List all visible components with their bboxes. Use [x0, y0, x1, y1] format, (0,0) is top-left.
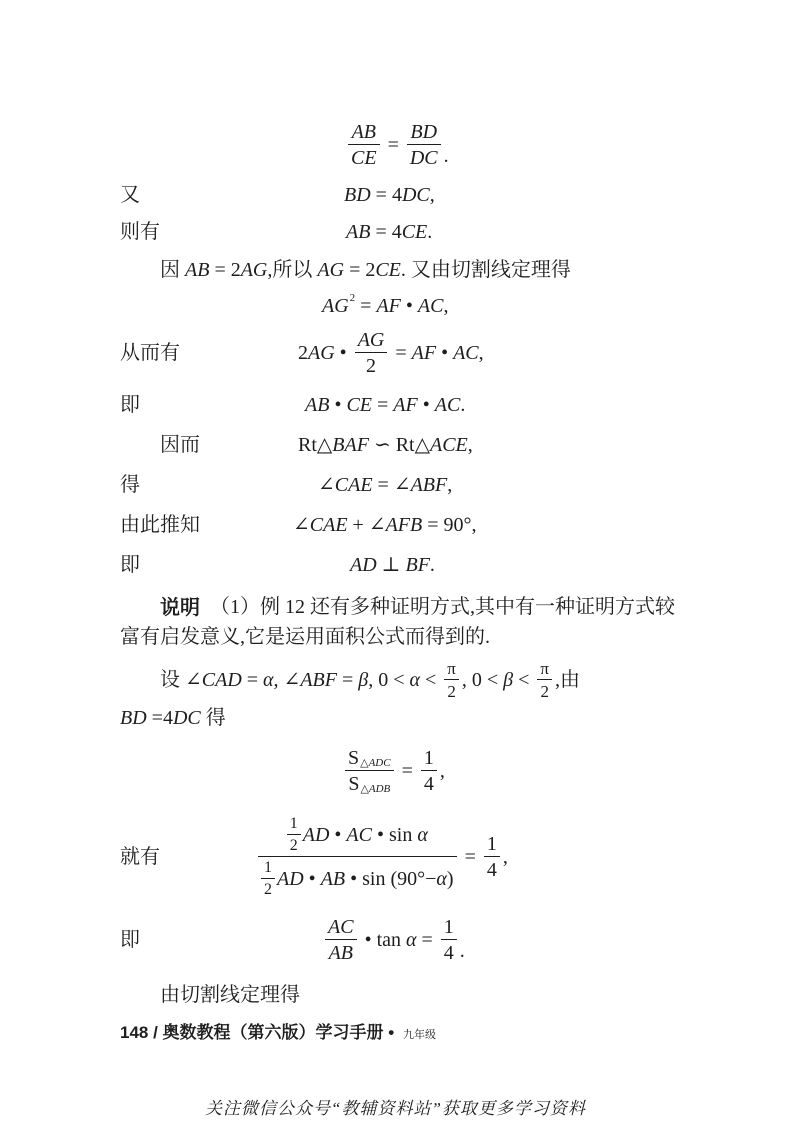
math-term: AC	[434, 394, 461, 416]
math-term: CAE	[309, 514, 348, 536]
fraction-denominator	[421, 771, 437, 794]
fraction	[444, 660, 459, 700]
math-term: AG	[322, 295, 349, 317]
math-term: =	[459, 846, 481, 868]
substitute-equation	[298, 325, 484, 381]
math-term: ,	[439, 760, 445, 782]
math-term: ∠	[293, 514, 310, 536]
math-term: ,	[478, 342, 484, 364]
math-term: •	[329, 394, 347, 416]
math-term: ABF	[410, 474, 448, 496]
fraction-denominator	[441, 940, 457, 963]
math-term: S	[348, 747, 360, 769]
math-term: , 0 <	[461, 669, 504, 691]
math-term: •	[303, 868, 321, 890]
math-term: BAF	[332, 434, 369, 456]
math-term: π	[447, 659, 456, 678]
math-term: •	[436, 342, 454, 364]
math-term: ,	[429, 184, 435, 206]
math-term: DC	[401, 184, 430, 206]
math-term: 得	[200, 707, 226, 729]
math-term: <	[420, 669, 442, 691]
math-term: CE	[375, 259, 401, 281]
fraction-denominator	[325, 940, 357, 963]
math-term: AF	[411, 342, 437, 364]
math-term: 4	[423, 773, 434, 795]
math-term: =	[241, 669, 264, 691]
fraction	[325, 917, 357, 963]
fraction-numerator	[348, 122, 380, 145]
math-term: 2	[289, 837, 298, 854]
math-term: CE	[351, 147, 377, 169]
math-term: 2	[447, 682, 456, 701]
math-term: ∠	[318, 474, 335, 496]
math-term: AB	[351, 121, 376, 143]
math-term: =	[372, 394, 394, 416]
equals-sign: =	[382, 134, 404, 156]
math-term: =	[390, 342, 412, 364]
page-footer	[120, 1020, 436, 1044]
angle-equation	[318, 473, 452, 497]
remark-line	[120, 625, 490, 649]
math-term: ,	[447, 474, 453, 496]
secant-equation	[322, 291, 449, 318]
product-equation	[305, 393, 465, 417]
fraction-numerator	[287, 816, 301, 835]
math-term: BD	[344, 184, 371, 206]
math-term: CE	[401, 221, 428, 243]
line-label: 即	[120, 929, 140, 951]
line-label: 又	[120, 184, 140, 206]
math-term: ,所以	[267, 259, 318, 281]
math-term: .	[460, 394, 466, 416]
angle-sum-equation	[293, 513, 477, 537]
fraction	[348, 122, 380, 168]
math-term: .	[459, 940, 465, 962]
math-term: 4	[443, 942, 454, 964]
math-term: α	[436, 868, 447, 890]
remark-text: 富有启发意义,它是运用面积公式而得到的.	[120, 626, 490, 648]
math-term: 2	[298, 342, 308, 364]
subscript: △ADB	[360, 782, 391, 795]
math-term: 2	[264, 881, 272, 898]
subscript: △ADC	[360, 756, 391, 769]
math-term: 1	[423, 747, 434, 769]
math-term: .	[429, 554, 435, 576]
line-label: 即	[120, 554, 140, 576]
math-term: AG	[308, 342, 335, 364]
math-term: DC	[172, 707, 201, 729]
fraction-numerator	[444, 660, 459, 680]
math-term: = 2	[209, 259, 241, 281]
fraction-numerator	[441, 917, 457, 940]
line-label: 由此推知	[120, 514, 200, 536]
math-term: CAE	[334, 474, 373, 496]
math-term: CAD	[201, 669, 242, 691]
math-term: AC	[453, 342, 479, 364]
math-term: • tan	[359, 929, 406, 951]
math-term: •	[329, 824, 347, 846]
perpendicular-statement	[350, 553, 435, 577]
math-term: 1	[486, 833, 497, 855]
math-term: ⊥	[376, 554, 406, 576]
math-term: α	[406, 929, 417, 951]
math-term: AF	[393, 394, 418, 416]
math-term: =4	[146, 707, 173, 729]
area-ratio-equation	[342, 743, 445, 799]
fraction	[355, 330, 388, 376]
math-term: • sin	[371, 824, 418, 846]
math-term: AB	[320, 868, 346, 890]
math-term: ,由	[555, 669, 580, 691]
footer-dot: •	[383, 1022, 399, 1042]
line-label: 就有	[120, 846, 160, 868]
math-term: AD	[350, 554, 377, 576]
math-term: AC	[346, 824, 372, 846]
math-term: β	[358, 669, 369, 691]
fraction-numerator	[407, 122, 441, 145]
line-label: 因而	[160, 434, 200, 456]
math-term: β	[503, 669, 514, 691]
math-term: •	[400, 295, 418, 317]
fraction	[287, 816, 301, 854]
math-term: AC	[328, 916, 354, 938]
math-term: = 4	[370, 221, 402, 243]
math-term: ,	[443, 295, 449, 317]
fraction-denominator	[287, 835, 301, 854]
fraction-denominator	[484, 857, 500, 880]
expanded-area-equation	[255, 807, 508, 907]
fraction	[261, 860, 275, 898]
math-term: Rt△	[298, 434, 333, 456]
math-term: AF	[376, 295, 401, 317]
math-term: .	[427, 221, 433, 243]
math-term: , 0 <	[368, 669, 410, 691]
math-term: α	[417, 824, 428, 846]
fraction	[407, 122, 441, 168]
fraction-denominator	[407, 145, 441, 168]
fraction-numerator	[325, 917, 357, 940]
math-term: )	[446, 868, 454, 890]
math-term: DC	[409, 147, 438, 169]
math-term: ACE	[429, 434, 468, 456]
math-term: AC	[417, 295, 444, 317]
math-term: 1	[264, 859, 272, 876]
fraction	[421, 748, 437, 794]
math-term: ABF	[300, 669, 337, 691]
footer-separator: /	[148, 1022, 163, 1042]
math-term: ∽ Rt△	[368, 434, 430, 456]
math-term: , ∠	[273, 669, 301, 691]
math-term: AD	[302, 824, 330, 846]
math-term: π	[540, 659, 549, 678]
fraction	[345, 748, 394, 794]
math-term: = 90°,	[422, 514, 477, 536]
fraction-denominator	[261, 879, 275, 898]
math-term: AG	[240, 259, 268, 281]
math-term: 4	[486, 859, 497, 881]
math-term: =	[396, 760, 418, 782]
math-term: AB	[328, 942, 353, 964]
math-term: α	[409, 669, 420, 691]
similar-triangles	[298, 433, 473, 457]
equation-bd	[344, 183, 435, 207]
fraction	[441, 917, 457, 963]
fraction-denominator	[348, 145, 380, 168]
math-term: AB	[346, 221, 371, 243]
remark-heading: 说明	[160, 595, 200, 619]
line-label: 得	[120, 474, 140, 496]
fraction-denominator	[258, 857, 457, 898]
math-term: BD	[410, 121, 438, 143]
math-term: S	[348, 773, 360, 795]
equation-ab	[346, 220, 432, 244]
math-term: α	[263, 669, 274, 691]
fraction	[484, 834, 500, 880]
line-label: 即	[120, 394, 140, 416]
exponent: 2	[349, 291, 356, 304]
fraction-numerator	[421, 748, 437, 771]
fraction-numerator	[258, 816, 457, 857]
page-number: 148	[120, 1022, 149, 1042]
line-label: 从而有	[120, 342, 180, 364]
math-term: 设 ∠	[160, 669, 202, 691]
tangent-equation	[322, 912, 465, 968]
line-label: 则有	[120, 221, 160, 243]
remark-line	[160, 595, 675, 619]
math-term: =	[355, 295, 377, 317]
math-term: BF	[405, 554, 430, 576]
math-term: •	[334, 342, 352, 364]
math-term: =	[416, 929, 438, 951]
math-term: AD	[277, 868, 304, 890]
setup-line	[160, 652, 580, 708]
math-term: AFB	[385, 514, 423, 536]
fraction-numerator	[537, 660, 552, 680]
fraction-denominator	[444, 680, 459, 700]
math-term: 2	[540, 682, 549, 701]
math-term: = 2	[344, 259, 376, 281]
math-term: CE	[346, 394, 373, 416]
fraction-denominator	[537, 680, 552, 700]
fraction-numerator	[261, 860, 275, 879]
math-term: <	[513, 669, 535, 691]
fraction-denominator	[345, 771, 394, 794]
given-line	[120, 706, 226, 730]
book-title: 奥数教程（第六版）学习手册	[162, 1022, 384, 1042]
math-term: .	[443, 145, 449, 167]
math-term: AB	[185, 259, 210, 281]
grade-label: 九年级	[402, 1028, 436, 1041]
remark-text: （1）例 12 还有多种证明方式,其中有一种证明方式较	[210, 596, 675, 618]
fraction-numerator	[484, 834, 500, 857]
math-term: • sin (90°−	[345, 868, 437, 890]
math-term: AG	[357, 329, 385, 351]
math-term: 因	[160, 259, 185, 281]
math-term: •	[417, 394, 435, 416]
math-term: =	[336, 669, 359, 691]
promo-banner: 关注微信公众号“教辅资料站”获取更多学习资料	[205, 1098, 586, 1118]
math-term: ,	[502, 846, 508, 868]
fraction	[537, 660, 552, 700]
fraction-denominator	[355, 353, 388, 376]
math-term: . 又由切割线定理得	[400, 259, 571, 281]
math-term: ,	[467, 434, 473, 456]
math-term: AB	[305, 394, 330, 416]
math-term: = ∠	[372, 474, 411, 496]
fraction-numerator	[355, 330, 388, 353]
math-term: = 4	[370, 184, 402, 206]
math-term: 1	[289, 815, 298, 832]
ratio-equation	[345, 117, 449, 173]
math-term: AG	[317, 259, 345, 281]
math-term: + ∠	[347, 514, 386, 536]
math-term: 2	[366, 355, 377, 377]
math-term: BD	[120, 707, 147, 729]
fraction	[258, 816, 457, 898]
fraction-numerator	[345, 748, 394, 771]
math-term: 1	[443, 916, 454, 938]
text-line: 由切割线定理得	[160, 984, 300, 1006]
text-line	[160, 258, 571, 282]
